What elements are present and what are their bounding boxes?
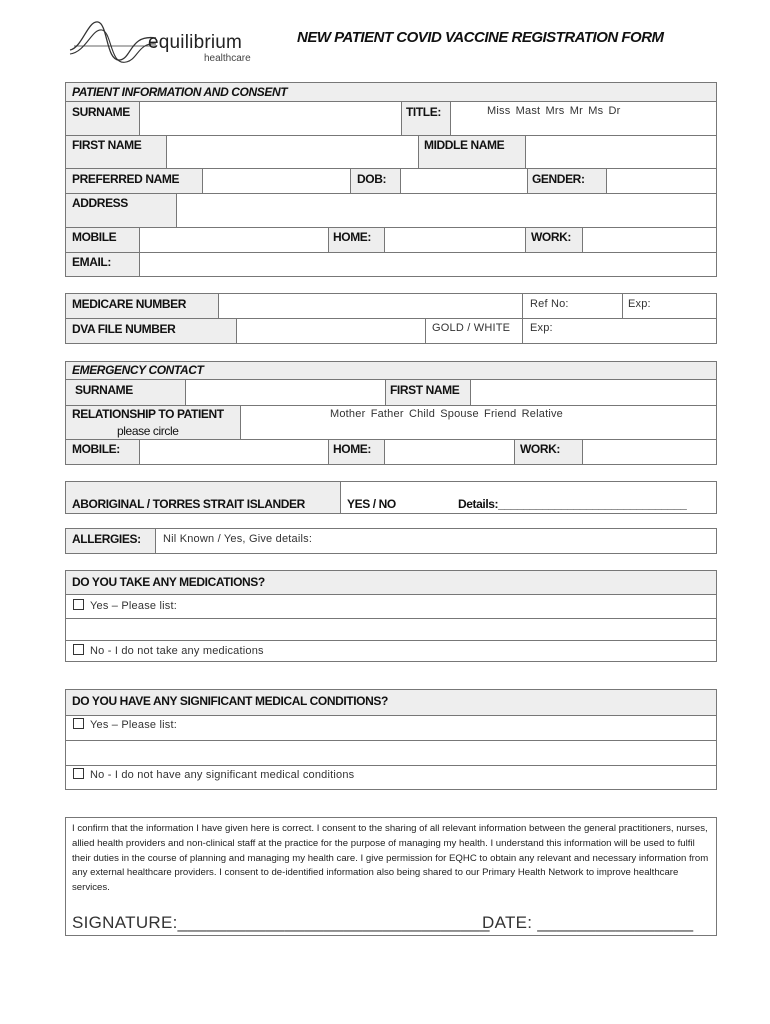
form-title: NEW PATIENT COVID VACCINE REGISTRATION FORM — [297, 29, 664, 46]
allergies-label: ALLERGIES: — [72, 532, 141, 546]
email-field[interactable] — [140, 253, 716, 276]
dva-file-number-field[interactable] — [237, 319, 424, 343]
dva-file-number-label: DVA FILE NUMBER — [72, 322, 176, 336]
first-name-label: FIRST NAME — [72, 138, 142, 152]
gender-label: GENDER: — [532, 172, 585, 186]
allergies-options[interactable]: Nil Known / Yes, Give details: — [163, 533, 313, 545]
ec-first-name-field[interactable] — [471, 380, 716, 404]
checkbox-icon[interactable] — [73, 718, 84, 729]
logo-sub: healthcare — [204, 53, 251, 64]
signature-field[interactable]: SIGNATURE:________________________________ — [72, 913, 490, 932]
medicare-number-field[interactable] — [219, 294, 521, 317]
address-field[interactable] — [177, 194, 716, 226]
emergency-contact-header: EMERGENCY CONTACT — [72, 363, 204, 377]
date-field[interactable]: DATE: ________________ — [482, 913, 694, 932]
mobile-label: MOBILE — [72, 230, 117, 244]
patient-info-header: PATIENT INFORMATION AND CONSENT — [72, 85, 288, 99]
work-label: WORK: — [531, 230, 571, 244]
relationship-label: RELATIONSHIP TO PATIENT — [72, 407, 224, 421]
medicare-number-label: MEDICARE NUMBER — [72, 297, 187, 311]
relationship-options[interactable]: Mother Father Child Spouse Friend Relative — [330, 408, 564, 420]
ec-surname-field[interactable] — [186, 380, 384, 404]
work-field[interactable] — [583, 228, 716, 251]
conditions-list-field[interactable] — [66, 741, 716, 764]
medications-yes-option[interactable] — [73, 599, 177, 612]
address-label: ADDRESS — [72, 196, 128, 210]
checkbox-icon[interactable] — [73, 768, 84, 779]
conditions-yes-option[interactable] — [73, 718, 177, 731]
surname-field[interactable] — [140, 102, 400, 134]
ec-mobile-field[interactable] — [140, 440, 327, 464]
medications-list-field[interactable] — [66, 619, 716, 640]
medications-header: DO YOU TAKE ANY MEDICATIONS? — [72, 575, 265, 589]
conditions-header: DO YOU HAVE ANY SIGNIFICANT MEDICAL CONDITIONS? — [72, 694, 388, 708]
ec-work-label: WORK: — [520, 442, 560, 456]
ec-home-field[interactable] — [385, 440, 513, 464]
dob-field[interactable] — [401, 169, 526, 192]
logo — [68, 16, 268, 68]
medications-no-option[interactable] — [73, 644, 264, 657]
medications-no-label: No - I do not take any medications — [90, 645, 264, 657]
gold-white-option[interactable]: GOLD / WHITE — [432, 322, 511, 334]
aboriginal-label: ABORIGINAL / TORRES STRAIT ISLANDER — [72, 497, 305, 511]
aboriginal-yes-no[interactable]: YES / NO — [347, 497, 396, 511]
middle-name-field[interactable] — [526, 136, 716, 167]
checkbox-icon[interactable] — [73, 644, 84, 655]
conditions-no-option[interactable] — [73, 768, 354, 781]
logo-brand: equilibrium — [148, 32, 243, 53]
mobile-field[interactable] — [140, 228, 327, 251]
ec-work-field[interactable] — [583, 440, 716, 464]
home-field[interactable] — [385, 228, 524, 251]
conditions-no-label: No - I do not have any significant medical conditions — [90, 769, 355, 781]
title-options[interactable]: Miss Mast Mrs Mr Ms Dr — [487, 105, 621, 117]
first-name-field[interactable] — [167, 136, 417, 167]
equilibrium-wave-logo-icon — [68, 16, 158, 68]
dob-label: DOB: — [357, 172, 387, 186]
checkbox-icon[interactable] — [73, 599, 84, 610]
ec-mobile-label: MOBILE: — [72, 442, 120, 456]
preferred-name-field[interactable] — [203, 169, 349, 192]
aboriginal-details[interactable]: Details:______________________________ — [458, 497, 687, 511]
ec-first-name-label: FIRST NAME — [390, 383, 460, 397]
conditions-yes-label: Yes – Please list: — [90, 719, 177, 731]
dva-exp-label: Exp: — [530, 322, 553, 334]
title-label: TITLE: — [406, 105, 441, 119]
preferred-name-label: PREFERRED NAME — [72, 172, 180, 186]
email-label: EMAIL: — [72, 255, 111, 269]
medicare-exp-label: Exp: — [628, 298, 651, 310]
consent-text: I confirm that the information I have given here is correct. I consent to the sharing of all relevant information between the general practitioners, nurses, allied health providers and non-clinical staff at the practice for the purpose of managing my health. I understand this information will be used to fulfil their duties in the course of planning and managing my health care. I give permission for EQHC to obtain any relevant and necessary information from any external healthcare providers. I consent to de-identified information also being shared to our Primary Health Network to improve healthcare services. — [72, 823, 709, 894]
middle-name-label: MIDDLE NAME — [424, 138, 505, 152]
home-label: HOME: — [333, 230, 371, 244]
ref-no-label: Ref No: — [530, 298, 569, 310]
surname-label: SURNAME — [72, 105, 130, 119]
medications-yes-label: Yes – Please list: — [90, 600, 177, 612]
please-circle-note: please circle — [117, 424, 179, 438]
gender-field[interactable] — [607, 169, 716, 192]
ec-surname-label: SURNAME — [75, 383, 133, 397]
ec-home-label: HOME: — [333, 442, 371, 456]
